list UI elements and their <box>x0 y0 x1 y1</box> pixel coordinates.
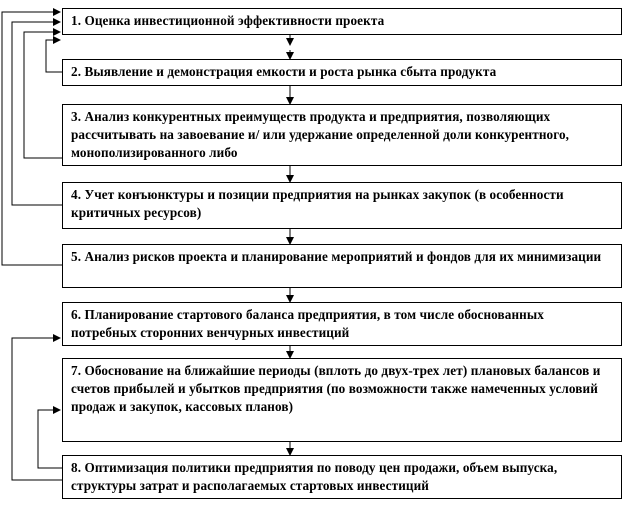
step-7-label: 7. Обоснование на ближайшие периоды (вплоть до двух-трех лет) плановых балансов и счетов прибылей и убытков предприятия (по возможности также намеченных условий продаж и закупок, кассовых планов) <box>71 363 601 414</box>
feedback-8-to-7 <box>38 410 62 468</box>
step-4-label: 4. Учет конъюнктуры и позиции предприятия на рынках закупок (в особенности критичных ресурсов) <box>71 187 564 220</box>
step-5-label: 5. Анализ рисков проекта и планирование мероприятий и фондов для их минимизации <box>71 249 602 264</box>
feedback-4-to-1 <box>12 22 62 205</box>
feedback-2-to-1 <box>46 40 62 72</box>
step-8-label: 8. Оптимизация политики предприятия по поводу цен продажи, объем выпуска, структуры затрат и располагаемых стартовых инвестиций <box>71 460 558 493</box>
feedback-8-to-6 <box>12 338 62 480</box>
step-2-label: 2. Выявление и демонстрация емкости и роста рынка сбыта продукта <box>71 64 497 79</box>
step-3-label: 3. Анализ конкурентных преимуществ продукта и предприятия, позволяющих рассчитывать на завоевание и/ или удержание определенной доли конкурентного, монополизированного либо <box>71 109 570 160</box>
step-6-label: 6. Планирование стартового баланса предприятия, в том числе обоснованных потребных сторонних венчурных инвестиций <box>71 307 544 340</box>
feedback-3-to-1 <box>24 32 62 158</box>
step-1-label: 1. Оценка инвестиционной эффективности проекта <box>71 13 385 28</box>
feedback-5-to-1 <box>2 12 62 265</box>
